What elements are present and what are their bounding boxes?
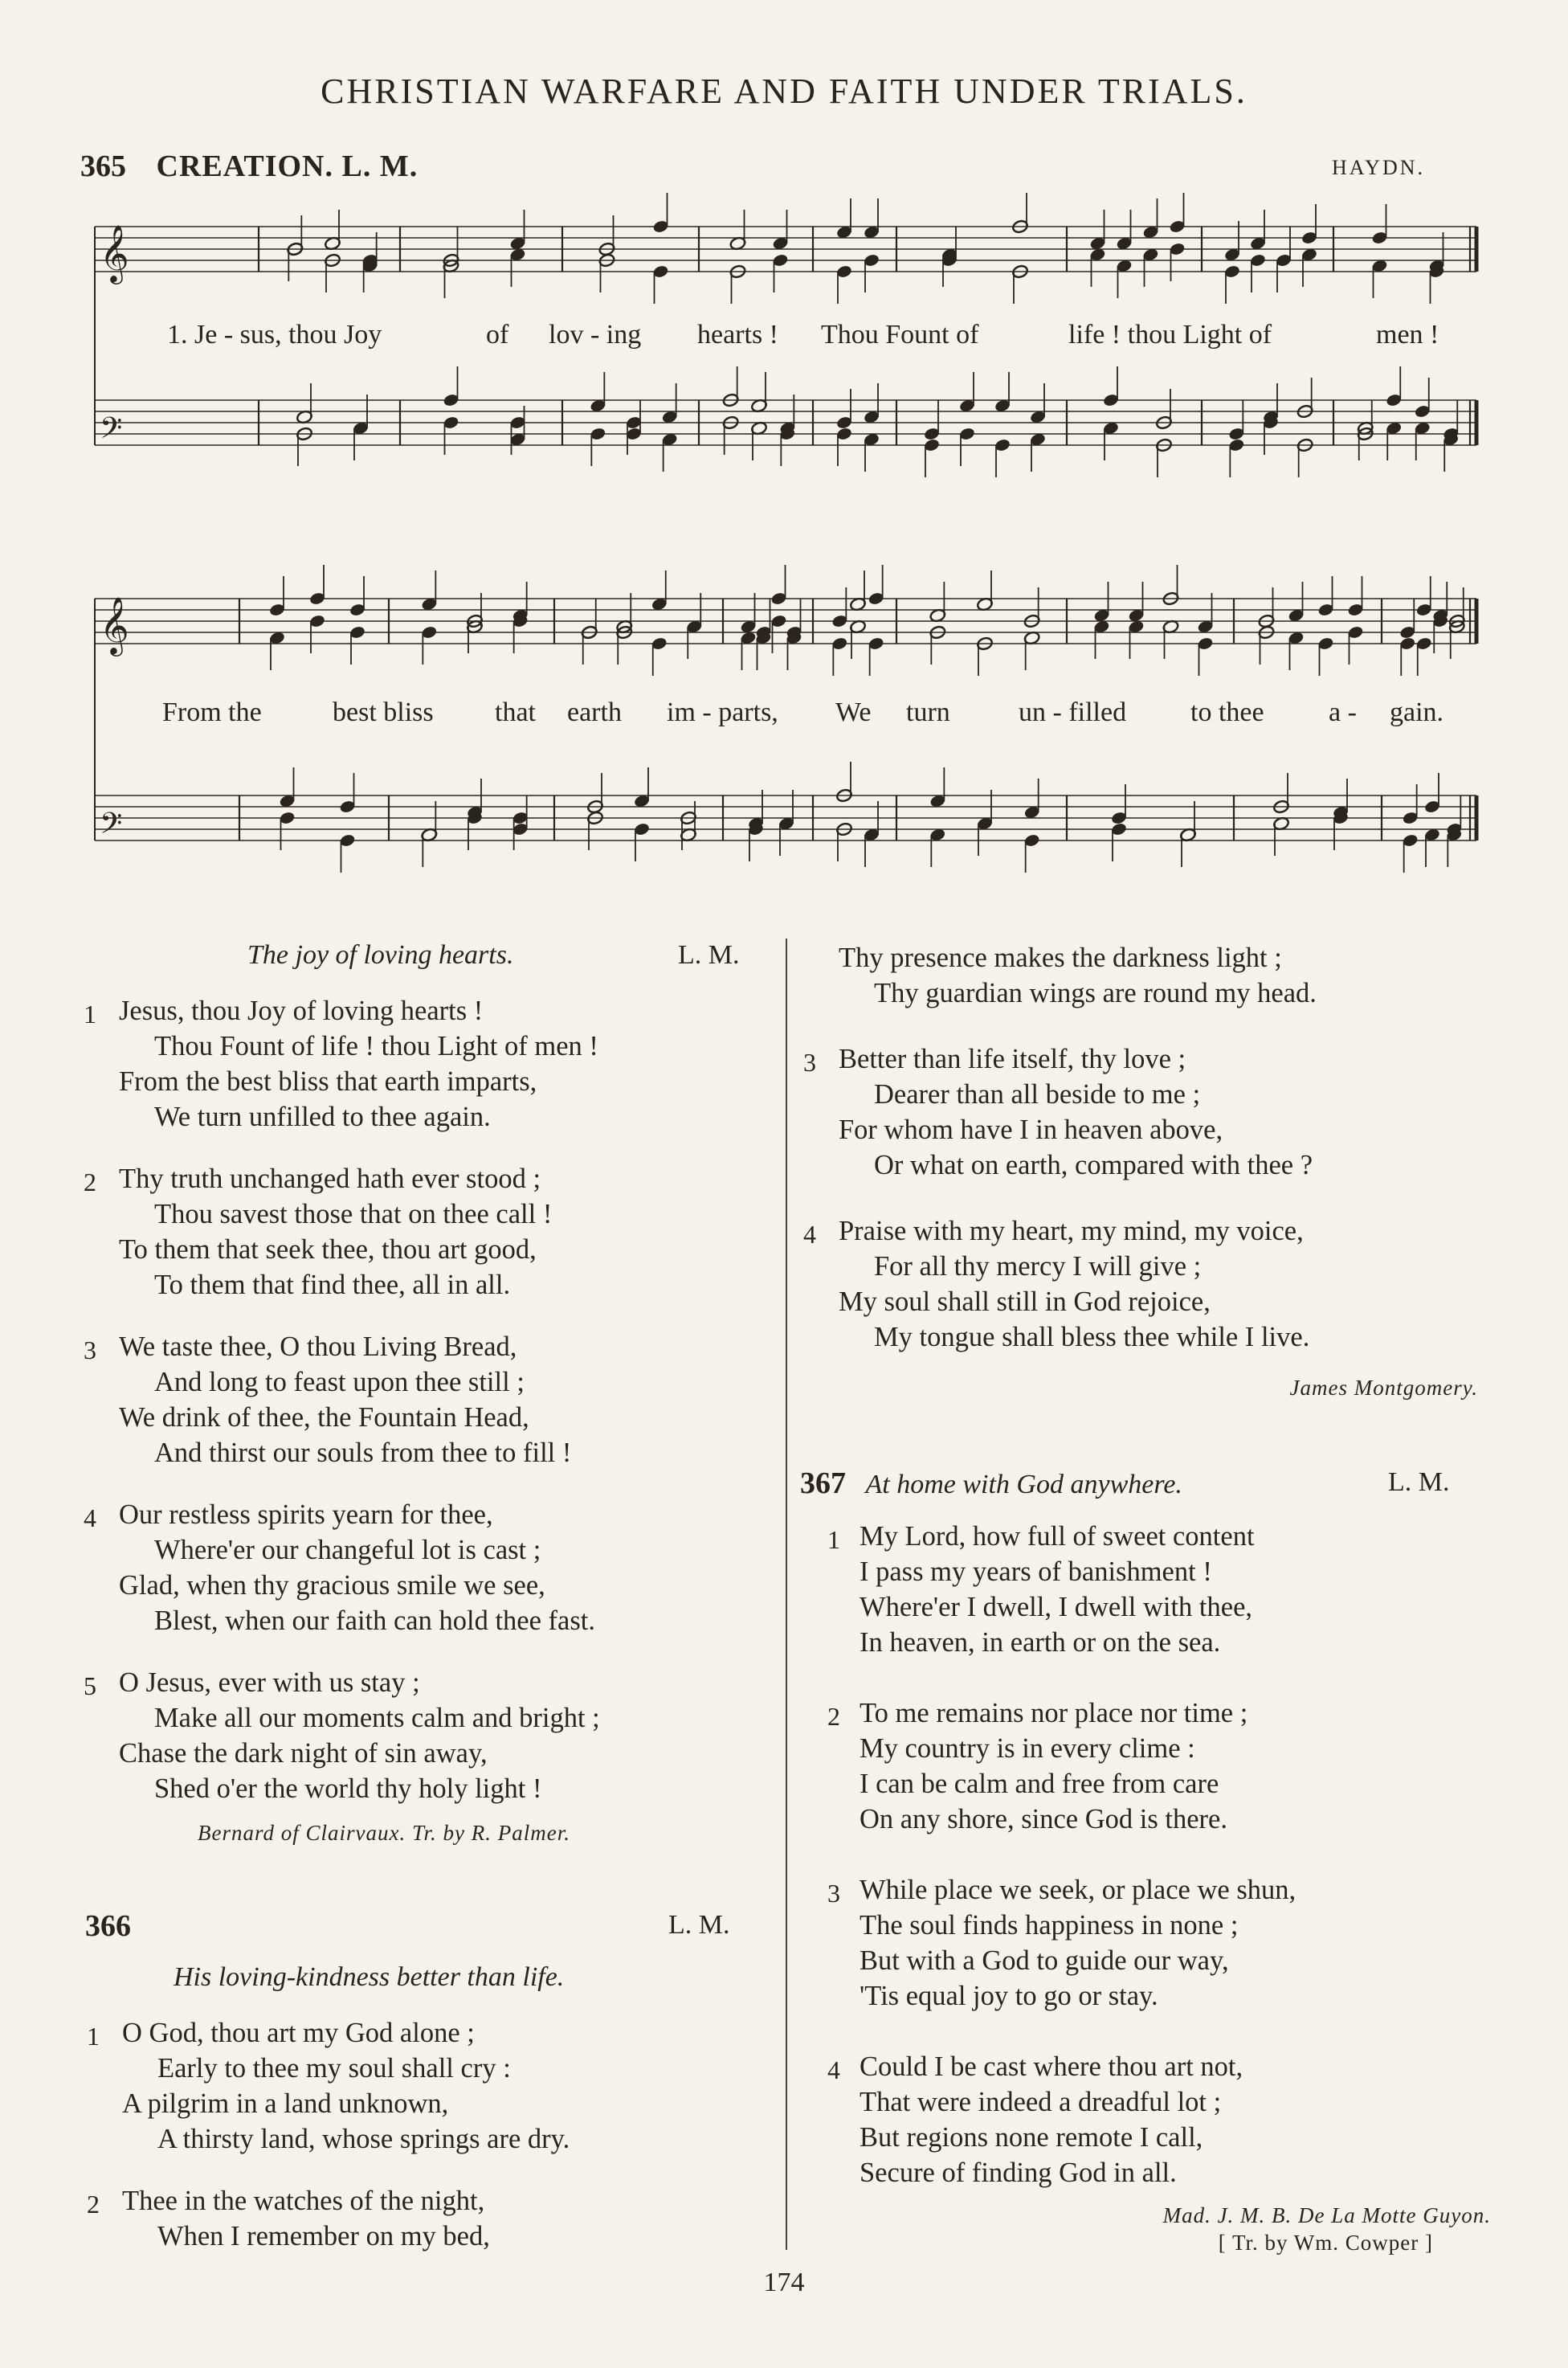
stanza-number: 3 — [803, 1048, 816, 1077]
lyric-syllable: lov - ing — [549, 320, 642, 350]
lyric-syllable: From the — [162, 697, 262, 727]
verse-line: Thy presence makes the darkness light ; — [839, 943, 1282, 973]
lyric-syllable: a - — [1329, 697, 1357, 727]
verse-line: My country is in every clime : — [860, 1733, 1195, 1764]
verse-line: For whom have I in heaven above, — [839, 1114, 1223, 1145]
verse-line: Our restless spirits yearn for thee, — [119, 1499, 493, 1530]
hymn-366-attribution: James Montgomery. — [1289, 1376, 1478, 1400]
verse-line: The soul finds happiness in none ; — [860, 1910, 1239, 1941]
stanza-number: 2 — [84, 1168, 96, 1196]
verse-line: O God, thou art my God alone ; — [122, 2018, 475, 2048]
verse-line: Make all our moments calm and bright ; — [154, 1703, 600, 1733]
verse-line: When I remember on my bed, — [157, 2221, 490, 2251]
lyric-syllable: earth — [567, 697, 622, 727]
lyric-syllable: turn — [906, 697, 950, 727]
verse-line: For all thy mercy I will give ; — [874, 1251, 1202, 1282]
lyric-syllable: that — [495, 697, 536, 727]
verse-line: From the best bliss that earth imparts, — [119, 1066, 537, 1097]
verse-line: 'Tis equal joy to go or stay. — [860, 1981, 1158, 2011]
hymn-367-heading — [800, 1466, 1182, 1501]
verse-line: Or what on earth, compared with thee ? — [874, 1150, 1313, 1180]
hymn-365-verses — [84, 993, 762, 1806]
lyric-syllable: to thee — [1190, 697, 1264, 727]
stanza-number: 2 — [827, 1702, 840, 1731]
stanza — [84, 1497, 762, 1638]
stanza — [827, 1872, 1534, 2014]
hymn-365-number: 365 — [80, 149, 126, 183]
music-lyrics-line-2 — [0, 697, 1568, 733]
running-head: CHRISTIAN WARFARE AND FAITH UNDER TRIALS. — [321, 72, 1247, 111]
stanza — [803, 1213, 1529, 1355]
verse-line: Early to thee my soul shall cry : — [157, 2053, 511, 2084]
verse-line: Glad, when thy gracious smile we see, — [119, 1570, 545, 1601]
verse-line: We turn unfilled to thee again. — [154, 1102, 491, 1132]
hymn-367-number: 367 — [800, 1466, 846, 1500]
svg-text:𝄢: 𝄢 — [100, 411, 123, 452]
lyric-syllable: im - parts, — [667, 697, 778, 727]
hymn-366-verses-right — [803, 940, 1529, 1355]
verse-line: And long to feast upon thee still ; — [154, 1367, 525, 1397]
stanza — [84, 993, 762, 1135]
verse-line: And thirst our souls from thee to fill ! — [154, 1438, 572, 1468]
verse-line: I can be calm and free from care — [860, 1769, 1219, 1799]
hymn-367-attribution-2: [ Tr. by Wm. Cowper ] — [1218, 2231, 1433, 2255]
lyric-syllable: We — [835, 697, 872, 727]
hymn-365-title: The joy of loving hearts. — [247, 940, 514, 970]
lyric-syllable: hearts ! — [697, 320, 779, 350]
verse-line: Where'er I dwell, I dwell with thee, — [860, 1592, 1253, 1622]
verse-line: Thou savest those that on thee call ! — [154, 1199, 553, 1229]
lyric-syllable: gain. — [1390, 697, 1444, 727]
verse-line: We taste thee, O thou Living Bread, — [119, 1331, 517, 1362]
stanza — [87, 2015, 765, 2157]
hymn-366-meter: L. M. — [668, 1910, 730, 1940]
stanza-number: 2 — [87, 2190, 100, 2219]
verse-line: We drink of thee, the Fountain Head, — [119, 1402, 529, 1433]
column-divider — [786, 939, 787, 2250]
hymn-366-verses-left — [87, 2015, 765, 2254]
verse-line: Better than life itself, thy love ; — [839, 1044, 1186, 1074]
lyric-syllable: of — [486, 320, 509, 350]
stanza — [84, 1329, 762, 1470]
stanza-number: 1 — [84, 1000, 96, 1029]
stanza-number: 1 — [827, 1525, 840, 1554]
music-lyrics-line-1 — [0, 320, 1568, 355]
lyric-syllable: life ! thou Light of — [1068, 320, 1272, 350]
verse-line: O Jesus, ever with us stay ; — [119, 1667, 420, 1698]
verse-line: Thee in the watches of the night, — [122, 2186, 485, 2216]
lyric-syllable: un - filled — [1019, 697, 1127, 727]
stanza — [827, 1519, 1534, 1660]
verse-line: To them that seek thee, thou art good, — [119, 1234, 537, 1265]
stanza — [84, 1161, 762, 1303]
verse-line: Chase the dark night of sin away, — [119, 1738, 488, 1769]
verse-line: My Lord, how full of sweet content — [860, 1521, 1255, 1552]
hymn-367-meter: L. M. — [1388, 1467, 1450, 1497]
stanza — [84, 1665, 762, 1806]
lyric-syllable: best bliss — [333, 697, 434, 727]
stanza-number: 4 — [84, 1503, 96, 1532]
verse-line: Blest, when our faith can hold thee fast. — [154, 1605, 595, 1636]
verse-line: Shed o'er the world thy holy light ! — [154, 1773, 542, 1804]
stanza — [803, 1041, 1529, 1183]
hymn-365-composer: HAYDN. — [1332, 156, 1425, 179]
hymn-365-attribution: Bernard of Clairvaux. Tr. by R. Palmer. — [198, 1821, 570, 1845]
verse-line: To me remains nor place nor time ; — [860, 1698, 1248, 1728]
stanza-number: 3 — [84, 1335, 96, 1364]
stanza — [827, 1695, 1534, 1837]
verse-line: On any shore, since God is there. — [860, 1804, 1227, 1834]
verse-line: Praise with my heart, my mind, my voice, — [839, 1216, 1304, 1246]
verse-line: Jesus, thou Joy of loving hearts ! — [119, 996, 484, 1026]
verse-line: A thirsty land, whose springs are dry. — [157, 2124, 570, 2154]
stanza — [87, 2183, 765, 2254]
svg-text:𝄢: 𝄢 — [100, 807, 123, 848]
verse-line: Where'er our changeful lot is cast ; — [154, 1535, 541, 1565]
verse-line: A pilgrim in a land unknown, — [122, 2088, 449, 2119]
lyric-syllable: 1. Je - sus, thou Joy — [167, 320, 382, 350]
hymn-365-title-line — [247, 940, 513, 971]
hymn-366-number: 366 — [85, 1909, 131, 1943]
stanza-number: 3 — [827, 1879, 840, 1908]
hymn-365-tune: CREATION. L. M. — [156, 149, 419, 183]
verse-line: That were indeed a dreadful lot ; — [860, 2087, 1222, 2117]
hymn-367-title: At home with God anywhere. — [865, 1470, 1182, 1499]
music-score — [0, 0, 1568, 884]
verse-line: Thy truth unchanged hath ever stood ; — [119, 1164, 541, 1194]
verse-line: But regions none remote I call, — [860, 2122, 1203, 2153]
lyric-syllable: men ! — [1376, 320, 1439, 350]
svg-text:𝄞: 𝄞 — [100, 595, 129, 654]
verse-line: My soul shall still in God rejoice, — [839, 1286, 1211, 1317]
verse-line: Secure of finding God in all. — [860, 2157, 1177, 2188]
verse-line: In heaven, in earth or on the sea. — [860, 1627, 1221, 1658]
lyric-syllable: Thou Fount of — [821, 320, 979, 350]
verse-line: Thy guardian wings are round my head. — [874, 978, 1317, 1008]
stanza-number: 5 — [84, 1671, 96, 1700]
verse-line: But with a God to guide our way, — [860, 1945, 1229, 1976]
hymn-367-attribution-1: Mad. J. M. B. De La Motte Guyon. — [1162, 2203, 1491, 2227]
verse-line: While place we seek, or place we shun, — [860, 1875, 1296, 1905]
page-number: 174 — [763, 2268, 805, 2297]
stanza-number: 1 — [87, 2022, 100, 2051]
stanza-number: 4 — [827, 2055, 840, 2084]
verse-line: My tongue shall bless thee while I live. — [874, 1322, 1310, 1352]
hymn-367-verses — [827, 1519, 1534, 2190]
stanza — [827, 2049, 1534, 2190]
verse-line: Could I be cast where thou art not, — [860, 2051, 1243, 2082]
verse-line: To them that find thee, all in all. — [154, 1270, 511, 1300]
hymn-366-title: His loving-kindness better than life. — [174, 1962, 565, 1992]
stanza-number: 4 — [803, 1220, 816, 1249]
stanza-continued — [839, 940, 1529, 1011]
verse-line: Thou Fount of life ! thou Light of men ! — [154, 1031, 598, 1061]
verse-line: I pass my years of banishment ! — [860, 1556, 1212, 1587]
svg-text:𝄞: 𝄞 — [100, 223, 129, 282]
verse-line: Dearer than all beside to me ; — [874, 1079, 1201, 1110]
hymn-365-meter: L. M. — [678, 940, 740, 970]
